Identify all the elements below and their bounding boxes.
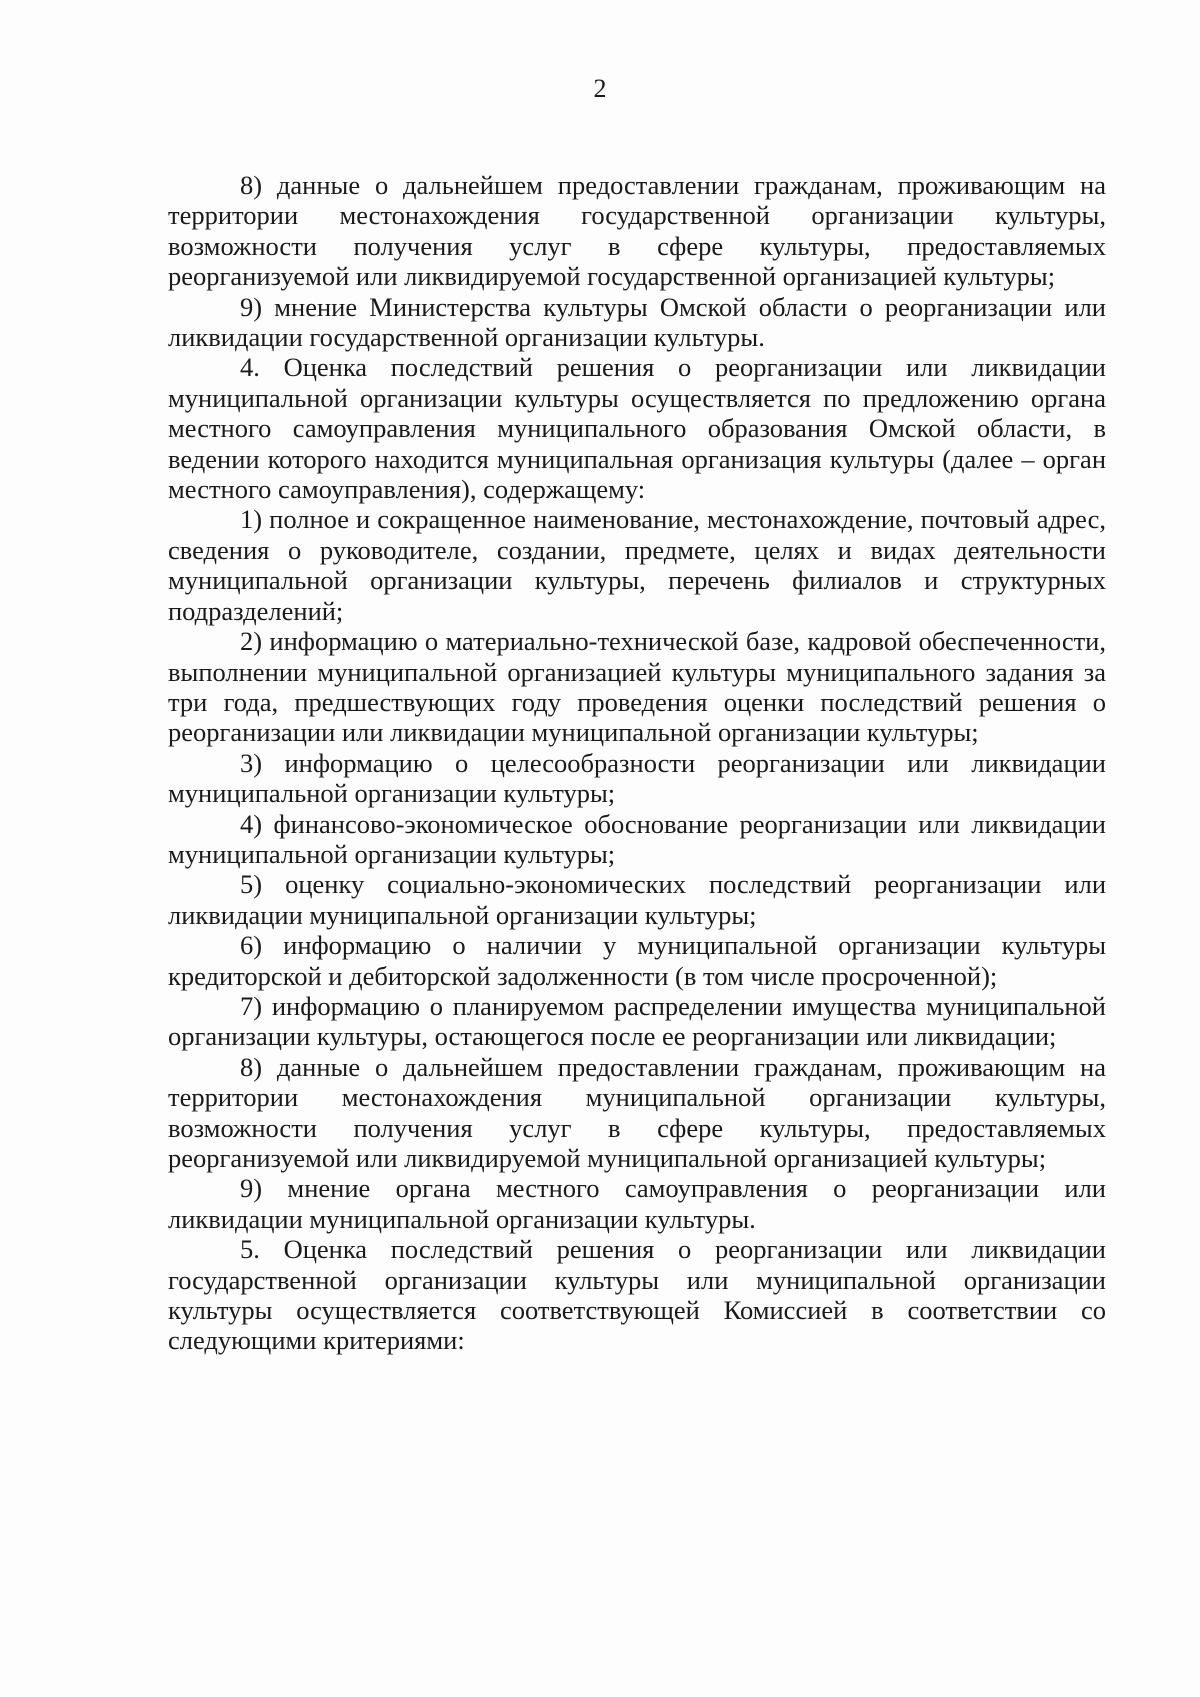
paragraph: 5. Оценка последствий решения о реорганизации или ликвидации государственной организации культуры или муниципальной организации культуры осуществляется соответствующей Комиссией в соответствии со следующими критериями:: [168, 1234, 1106, 1356]
paragraph: 4. Оценка последствий решения о реорганизации или ликвидации муниципальной организации культуры осуществляется по предложению органа местного самоуправления муниципального образования Омской области, в ведении которого находится муниципальная организация культуры (далее – орган местного самоуправления), содержащему:: [168, 352, 1106, 505]
paragraph: 5) оценку социально-экономических последствий реорганизации или ликвидации муниципальной организации культуры;: [168, 869, 1106, 930]
paragraph: 8) данные о дальнейшем предоставлении гражданам, проживающим на территории местонахождения государственной организации культуры, возможности получения услуг в сфере культуры, предоставляемых реорганизуемой или ликвидируемой государственной организацией культуры;: [168, 170, 1106, 292]
paragraph: 1) полное и сокращенное наименование, местонахождение, почтовый адрес, сведения о руководителе, создании, предмете, целях и видах деятельности муниципальной организации культуры, перечень филиалов и структурных подразделений;: [168, 504, 1106, 626]
document-body: [168, 170, 1106, 1356]
paragraph: 9) мнение органа местного самоуправления о реорганизации или ликвидации муниципальной организации культуры.: [168, 1173, 1106, 1234]
paragraph: 2) информацию о материально-технической базе, кадровой обеспеченности, выполнении муниципальной организацией культуры муниципального задания за три года, предшествующих году проведения оценки последствий решения о реорганизации или ликвидации муниципальной организации культуры;: [168, 626, 1106, 748]
paragraph: 6) информацию о наличии у муниципальной организации культуры кредиторской и дебиторской задолженности (в том числе просроченной);: [168, 930, 1106, 991]
paragraph: 9) мнение Министерства культуры Омской области о реорганизации или ликвидации государственной организации культуры.: [168, 291, 1106, 353]
paragraph: 7) информацию о планируемом распределении имущества муниципальной организации культуры, остающегося после ее реорганизации или ликвидации;: [168, 990, 1106, 1052]
paragraph: 8) данные о дальнейшем предоставлении гражданам, проживающим на территории местонахождения муниципальной организации культуры, возможности получения услуг в сфере культуры, предоставляемых реорганизуемой или ликвидируемой муниципальной организацией культуры;: [168, 1051, 1106, 1173]
paragraph: 3) информацию о целесообразности реорганизации или ликвидации муниципальной организации культуры;: [168, 747, 1106, 809]
page-number: 2: [593, 74, 607, 103]
paragraph: 4) финансово-экономическое обоснование реорганизации или ликвидации муниципальной организации культуры;: [168, 808, 1106, 869]
